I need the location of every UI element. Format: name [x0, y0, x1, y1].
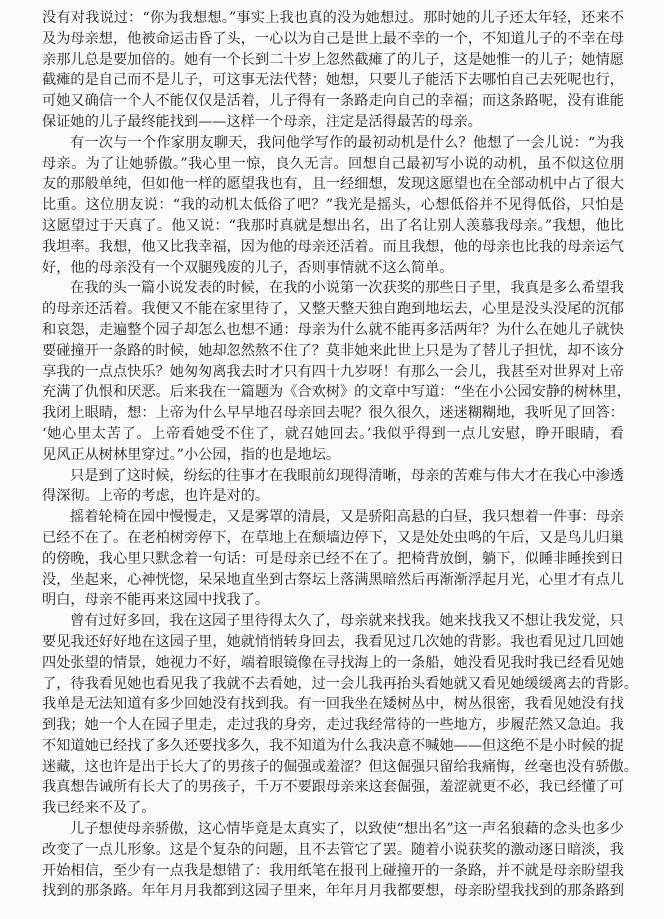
text-line: 开始相信，至少有一点我是想错了：我用纸笔在报刊上碰撞开的一条路，并不就是母亲盼望我 — [42, 862, 624, 879]
text-line: 我单是无法知道有多少回她没有找到我。有一回我坐在矮树丛中，树丛很密，我看见她没有找 — [42, 696, 624, 713]
paragraph — [42, 8, 624, 133]
text-line: 的傍晚，我心里只默念着一句话：可是母亲已经不在了。把椅背放倒，躺下，似睡非睡挨到日 — [42, 550, 624, 567]
text-line: 改变了一点儿形象。这是个复杂的问题，且不去管它了罢。随着小说获奖的激动逐日暗淡，我 — [42, 841, 624, 858]
text-line: 四处张望的情景，她视力不好，端着眼镜像在寻找海上的一条船，她没看见我时我已经看见她 — [42, 654, 624, 671]
text-line: 了，待我看见她也看见我了我就不去看她，过一会儿我再抬头看她就又看见她缓缓离去的背影。 — [42, 675, 638, 692]
text-line: 及为母亲想，他被命运击昏了头，一心以为自己是世上最不幸的一个，不知道儿子的不幸在母 — [42, 30, 624, 47]
text-line: 要见我还好好地在这园子里，她就悄悄转身回去，我看见过几次她的背影。我也看见过几回她 — [42, 633, 624, 650]
text-line: 截瘫的是自己而不是儿子，可这事无法代替；她想，只要儿子能活下去哪怕自己去死呢也行， — [42, 72, 624, 89]
text-line: 曾有过好多回，我在这园子里待得太久了，母亲就来找我。她来找我又不想让我发觉，只 — [70, 613, 624, 630]
text-line: 已经不在了。在老柏树旁停下，在草地上在颓墙边停下，又是处处虫鸣的午后，又是鸟儿归巢 — [42, 529, 624, 546]
document-page — [42, 8, 638, 902]
text-line: 好，他的母亲没有一个双腿残废的儿子，否则事情就不这么简单。 — [42, 259, 454, 276]
text-line: 摇着轮椅在园中慢慢走，又是雾罩的清晨，又是骄阳高悬的白昼，我只想着一件事：母亲 — [70, 509, 624, 526]
text-line: 见风正从树林里穿过。”小公园，指的也是地坛。 — [42, 446, 341, 463]
paragraph — [42, 278, 631, 465]
text-line: 要碰撞开一条路的时候，她却忽然熬不住了？莫非她来此世上只是为了替儿子担忧，却不该分 — [42, 342, 624, 359]
paragraph — [42, 133, 624, 279]
text-line: 得深彻。上帝的考虑，也许是对的。 — [42, 488, 270, 505]
text-line: 到我；她一个人在园子里走，走过我的身旁，走过我经常待的一些地方，步履茫然又急迫。我 — [42, 717, 624, 734]
text-line: 我已经来不及了。 — [42, 800, 156, 817]
text-line: 没，坐起来，心神恍惚，呆呆地直坐到古祭坛上落满黑暗然后再渐渐浮起月光，心里才有点儿 — [42, 571, 624, 588]
text-line: 比重。这位朋友说：“我的动机太低俗了吧？”我光是摇头，心想低俗并不见得低俗，只怕是 — [42, 197, 624, 214]
paragraph — [42, 611, 638, 819]
text-line: 有一次与一个作家朋友聊天，我问他学写作的最初动机是什么？他想了一会儿说：“为我 — [70, 134, 624, 151]
text-line: 保证她的儿子最终能找到——这样一个母亲，注定是活得最苦的母亲。 — [42, 113, 482, 130]
text-line: 母亲。为了让她骄傲。”我心里一惊，良久无言。回想自己最初写小说的动机，虽不似这位朋 — [42, 155, 624, 172]
text-line: 充满了仇恨和厌恶。后来我在一篇题为《合欢树》的文章中写道：“坐在小公园安静的树林里， — [42, 384, 631, 401]
text-line: 明白，母亲不能再来这园中找我了。 — [42, 592, 270, 609]
text-line: 的母亲还活着。我便又不能在家里待了，又整天整天独自跑到地坛去，心里是没头没尾的沉郁 — [42, 301, 624, 318]
paragraph — [42, 819, 624, 902]
text-line: 迷藏，这也许是出于长大了的男孩子的倔强或羞涩？但这倔强只留给我痛悔，丝毫也没有骄傲。 — [42, 758, 638, 775]
text-line: 友的那般单纯，但如他一样的愿望我也有，且一经细想，发现这愿望也在全部动机中占了很大 — [42, 176, 624, 193]
text-line: 我坦率。我想，他又比我幸福，因为他的母亲还活着。而且我想，他的母亲也比我的母亲运气 — [42, 238, 624, 255]
text-line: 我闭上眼睛，想：上帝为什么早早地召母亲回去呢？很久很久，迷迷糊糊地，我听见了回答： — [42, 405, 624, 422]
text-line: 亲那儿总是要加倍的。她有一个长到二十岁上忽然截瘫了的儿子，这是她惟一的儿子；她情愿 — [42, 51, 624, 68]
text-line: 不知道她已经找了多久还要找多久，我不知道为什么我决意不喊她——但这绝不是小时候的捉 — [42, 737, 624, 754]
paragraph — [42, 466, 624, 508]
paragraph — [42, 507, 624, 611]
text-line: 和哀怨，走遍整个园子却怎么也想不通：母亲为什么就不能再多活两年？为什么在她儿子就快 — [42, 321, 624, 338]
text-line: 在我的头一篇小说发表的时候，在我的小说第一次获奖的那些日子里，我真是多么希望我 — [70, 280, 624, 297]
text-line: 只是到了这时候，纷纭的往事才在我眼前幻现得清晰，母亲的苦难与伟大才在我心中渗透 — [70, 467, 624, 484]
text-line: 儿子想使母亲骄傲，这心情毕竟是太真实了，以致使“想出名”这一声名狼藉的念头也多少 — [70, 821, 624, 838]
text-line: 找到的那条路。年年月月我都到这园子里来，年年月月我都要想，母亲盼望我找到的那条路到 — [42, 883, 624, 900]
text-line: 我真想告诫所有长大了的男孩子，千万不要跟母亲来这套倔强，羞涩就更不必，我已经懂了可 — [42, 779, 624, 796]
text-line: 享我的一点点快乐？她匆匆离我去时才只有四十九岁呀！有那么一会儿，我甚至对世界对上帝 — [42, 363, 624, 380]
text-line: ‘她心里太苦了。上帝看她受不住了，就召她回去。’我似乎得到一点儿安慰，睁开眼睛，看 — [42, 425, 624, 442]
text-line: 这愿望过于天真了。他又说：“我那时真就是想出名，出了名让别人羡慕我母亲。”我想，他比 — [42, 217, 624, 234]
text-line: 没有对我说过：“你为我想想。”事实上我也真的没为她想过。那时她的儿子还太年轻，还来不 — [42, 10, 624, 26]
text-line: 可她又确信一个人不能仅仅是活着，儿子得有一条路走向自己的幸福；而这条路呢，没有谁能 — [42, 93, 624, 110]
